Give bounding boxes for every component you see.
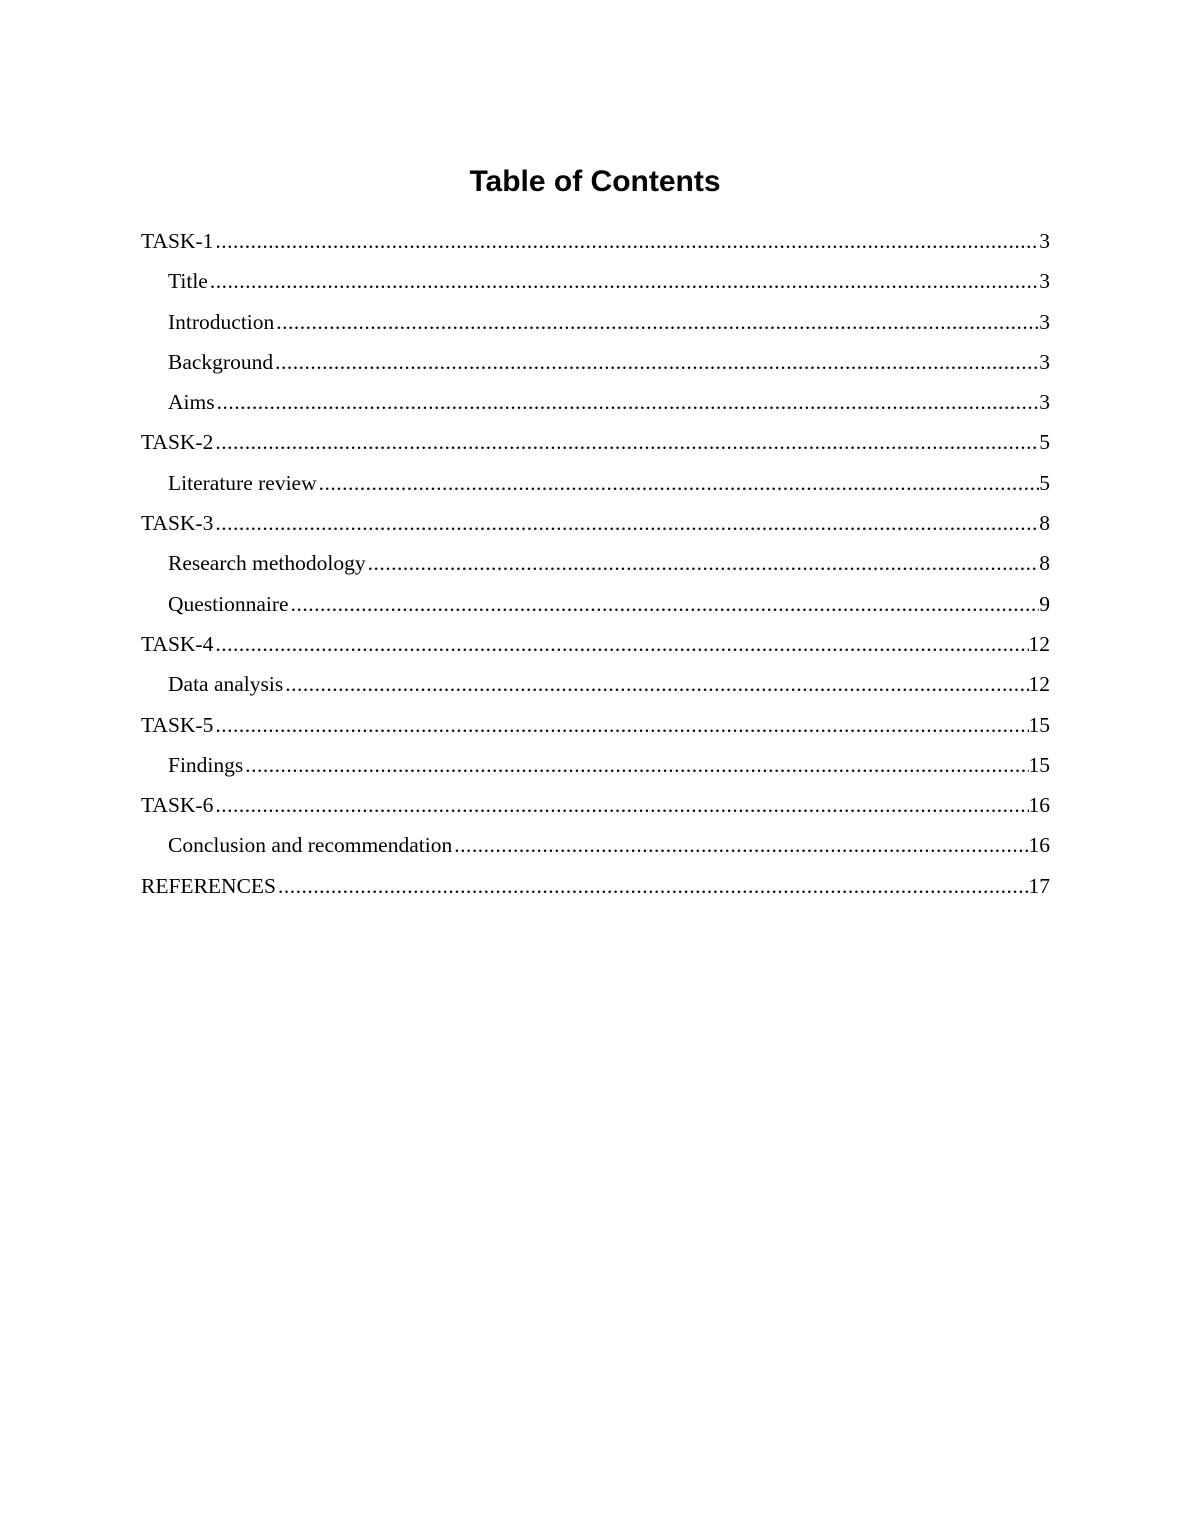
toc-entry-task-6[interactable] xyxy=(141,785,1050,825)
toc-entry-label: Introduction xyxy=(168,309,275,334)
toc-entry-page-number: 17 xyxy=(1028,873,1050,898)
dot-leader xyxy=(275,342,1039,382)
toc-entry-findings[interactable] xyxy=(141,745,1050,785)
toc-entry-label: Title xyxy=(168,269,208,294)
toc-entry-label: Questionnaire xyxy=(168,591,289,616)
toc-entry-task-1[interactable] xyxy=(141,221,1050,261)
toc-entry-label: Conclusion and recommendation xyxy=(168,833,453,858)
toc-entry-label: Literature review xyxy=(168,470,317,495)
dot-leader xyxy=(276,302,1039,342)
toc-entry-references[interactable] xyxy=(141,866,1050,906)
dot-leader xyxy=(215,221,1039,261)
toc-entry-questionnaire[interactable] xyxy=(141,584,1050,624)
toc-entry-page-number: 5 xyxy=(1039,470,1050,495)
toc-entry-page-number: 15 xyxy=(1028,712,1050,737)
dot-leader xyxy=(215,785,1028,825)
dot-leader xyxy=(368,543,1040,583)
dot-leader xyxy=(210,261,1039,301)
toc-entry-task-4[interactable] xyxy=(141,624,1050,664)
dot-leader xyxy=(215,422,1039,462)
toc-entry-label: TASK-5 xyxy=(141,712,214,737)
toc-entry-page-number: 9 xyxy=(1039,591,1050,616)
toc-entry-page-number: 16 xyxy=(1028,833,1050,858)
toc-entry-page-number: 12 xyxy=(1028,631,1050,656)
toc-entry-label: Data analysis xyxy=(168,672,284,697)
toc-entry-label: Aims xyxy=(168,390,215,415)
toc-entry-introduction[interactable] xyxy=(141,302,1050,342)
toc-entry-conclusion-and-recommendation[interactable] xyxy=(141,825,1050,865)
toc-entry-page-number: 5 xyxy=(1039,430,1050,455)
toc-entry-page-number: 8 xyxy=(1039,551,1050,576)
toc-entry-page-number: 3 xyxy=(1039,309,1050,334)
toc-entry-literature-review[interactable] xyxy=(141,463,1050,503)
toc-entry-page-number: 3 xyxy=(1039,229,1050,253)
toc-entry-label: Research methodology xyxy=(168,551,366,576)
toc-entry-label: TASK-3 xyxy=(141,511,214,536)
toc-entry-title[interactable] xyxy=(141,261,1050,301)
toc-entry-label: TASK-1 xyxy=(141,229,214,253)
toc-entry-page-number: 3 xyxy=(1039,349,1050,374)
toc-entry-page-number: 8 xyxy=(1039,511,1050,536)
dot-leader xyxy=(215,624,1028,664)
toc-entry-research-methodology[interactable] xyxy=(141,543,1050,583)
toc-entry-label: REFERENCES xyxy=(141,873,276,898)
dot-leader xyxy=(319,463,1040,503)
toc-entry-page-number: 3 xyxy=(1039,269,1050,294)
toc-entry-label: Background xyxy=(168,349,274,374)
dot-leader xyxy=(245,745,1028,785)
dot-leader xyxy=(278,866,1029,906)
dot-leader xyxy=(215,503,1039,543)
page-title: Table of Contents xyxy=(469,165,721,198)
toc-entry-label: TASK-4 xyxy=(141,631,214,656)
dot-leader xyxy=(217,382,1040,422)
toc-entry-page-number: 12 xyxy=(1028,672,1050,697)
toc-entry-label: TASK-6 xyxy=(141,793,214,818)
toc-entry-page-number: 16 xyxy=(1028,793,1050,818)
toc-list xyxy=(141,221,1050,906)
dot-leader xyxy=(291,584,1040,624)
dot-leader xyxy=(285,664,1028,704)
toc-entry-task-3[interactable] xyxy=(141,503,1050,543)
toc-entry-page-number: 3 xyxy=(1039,390,1050,415)
toc-entry-label: TASK-2 xyxy=(141,430,214,455)
toc-entry-page-number: 15 xyxy=(1028,752,1050,777)
toc-entry-aims[interactable] xyxy=(141,382,1050,422)
dot-leader xyxy=(454,825,1028,865)
toc-entry-task-2[interactable] xyxy=(141,422,1050,462)
toc-entry-task-5[interactable] xyxy=(141,705,1050,745)
toc-entry-data-analysis[interactable] xyxy=(141,664,1050,704)
toc-entry-label: Findings xyxy=(168,752,244,777)
toc-entry-background[interactable] xyxy=(141,342,1050,382)
dot-leader xyxy=(215,705,1028,745)
